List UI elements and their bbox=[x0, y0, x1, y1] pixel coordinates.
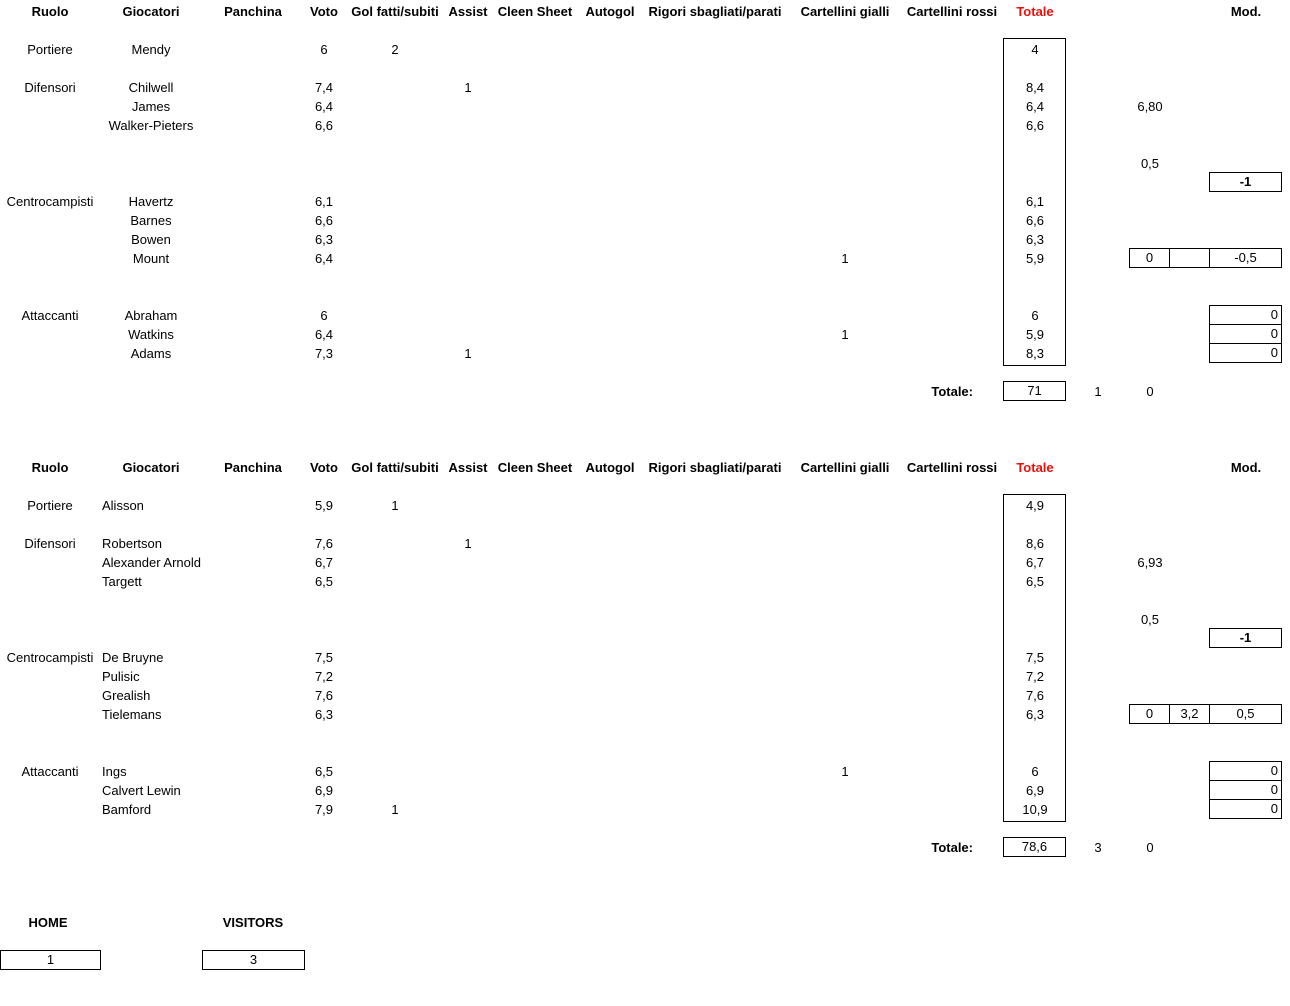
player-totale: 5,9 bbox=[1025, 251, 1045, 266]
player-totale: 6,7 bbox=[1025, 555, 1045, 570]
player-gol bbox=[344, 344, 446, 363]
header-clean: Cleen Sheet bbox=[497, 4, 573, 19]
player-assist bbox=[446, 306, 490, 325]
player-name: Mendy bbox=[131, 42, 171, 57]
header-gialli: Cartellini gialli bbox=[800, 460, 890, 475]
player-gialli bbox=[790, 553, 900, 572]
player-assist bbox=[446, 781, 490, 800]
defense-average: 6,80 bbox=[1137, 99, 1163, 114]
player-voto: 6,6 bbox=[314, 213, 334, 228]
header-giocatori: Giocatori bbox=[122, 460, 180, 475]
player-name: De Bruyne bbox=[102, 650, 164, 665]
role-centrocampisti: Centrocampisti bbox=[6, 194, 94, 209]
player-assist bbox=[446, 762, 490, 781]
player-gol bbox=[344, 306, 446, 325]
header-autogol: Autogol bbox=[585, 4, 635, 19]
home-label: HOME bbox=[28, 915, 68, 930]
header-assist: Assist bbox=[448, 460, 488, 475]
player-gialli bbox=[790, 306, 900, 325]
player-voto: 6,6 bbox=[314, 118, 334, 133]
player-totale: 6,4 bbox=[1025, 99, 1045, 114]
attack-modifier-box[interactable]: 0 bbox=[1209, 780, 1282, 800]
player-assist bbox=[446, 97, 490, 116]
role-portiere: Portiere bbox=[27, 42, 73, 57]
player-gialli bbox=[790, 230, 900, 249]
header-voto: Voto bbox=[310, 460, 338, 475]
team-total[interactable]: 78,6 bbox=[1003, 837, 1066, 857]
player-voto: 6,7 bbox=[314, 555, 334, 570]
player-totale: 10,9 bbox=[1022, 802, 1048, 817]
player-gol bbox=[344, 553, 446, 572]
player-voto: 6,3 bbox=[314, 232, 334, 247]
player-voto: 7,2 bbox=[314, 669, 334, 684]
player-gol bbox=[344, 97, 446, 116]
player-voto: 6,3 bbox=[314, 707, 334, 722]
team-total[interactable]: 71 bbox=[1003, 381, 1066, 401]
player-assist bbox=[446, 667, 490, 686]
player-assist bbox=[446, 648, 490, 667]
player-voto: 6,5 bbox=[314, 764, 334, 779]
player-assist bbox=[446, 116, 490, 135]
role-difensori: Difensori bbox=[24, 80, 76, 95]
player-totale: 8,4 bbox=[1025, 80, 1045, 95]
player-gialli bbox=[790, 40, 900, 59]
player-name: Alisson bbox=[102, 498, 144, 513]
player-assist bbox=[446, 705, 490, 724]
player-assist bbox=[446, 572, 490, 591]
midfield-modifier-box[interactable]: 0 bbox=[1129, 704, 1170, 724]
attack-modifier-box[interactable]: 0 bbox=[1209, 343, 1282, 363]
header-voto: Voto bbox=[310, 4, 338, 19]
header-giocatori: Giocatori bbox=[122, 4, 180, 19]
player-gialli bbox=[790, 97, 900, 116]
player-name: Bamford bbox=[102, 802, 152, 817]
player-totale: 6,3 bbox=[1025, 707, 1045, 722]
player-gol bbox=[344, 249, 446, 268]
midfield-modifier-box[interactable]: 3,2 bbox=[1169, 704, 1210, 724]
player-gol bbox=[344, 78, 446, 97]
player-voto: 6,5 bbox=[314, 574, 334, 589]
header-rigori: Rigori sbagliati/parati bbox=[648, 460, 782, 475]
player-gialli bbox=[790, 534, 900, 553]
player-assist bbox=[446, 211, 490, 230]
player-name: Mount bbox=[132, 251, 170, 266]
player-gialli bbox=[790, 496, 900, 515]
player-gol bbox=[344, 781, 446, 800]
player-voto: 6,9 bbox=[314, 783, 334, 798]
header-mod: Mod. bbox=[1230, 460, 1262, 475]
player-name: Tielemans bbox=[102, 707, 162, 722]
header-rossi: Cartellini rossi bbox=[906, 460, 998, 475]
header-mod: Mod. bbox=[1230, 4, 1262, 19]
player-gialli bbox=[790, 800, 900, 819]
player-voto: 7,5 bbox=[314, 650, 334, 665]
midfield-modifier-box[interactable]: 0,5 bbox=[1209, 704, 1282, 724]
role-attaccanti: Attaccanti bbox=[21, 308, 79, 323]
player-gol bbox=[344, 116, 446, 135]
player-gol bbox=[344, 686, 446, 705]
player-totale: 6,1 bbox=[1025, 194, 1045, 209]
header-clean: Cleen Sheet bbox=[497, 460, 573, 475]
header-ruolo: Ruolo bbox=[31, 460, 69, 475]
player-gol bbox=[344, 230, 446, 249]
header-autogol: Autogol bbox=[585, 460, 635, 475]
player-gol bbox=[344, 192, 446, 211]
player-name: Grealish bbox=[102, 688, 151, 703]
header-panchina: Panchina bbox=[224, 4, 282, 19]
visitors-label: VISITORS bbox=[222, 915, 284, 930]
player-gialli: 1 bbox=[841, 327, 849, 342]
player-gialli: 1 bbox=[841, 764, 849, 779]
defense-modifier: 0,5 bbox=[1140, 156, 1160, 171]
header-rossi: Cartellini rossi bbox=[906, 4, 998, 19]
player-totale: 6,3 bbox=[1025, 232, 1045, 247]
player-totale: 4,9 bbox=[1025, 498, 1045, 513]
player-voto: 7,9 bbox=[314, 802, 334, 817]
defense-modifier: 0,5 bbox=[1140, 612, 1160, 627]
player-gol bbox=[344, 667, 446, 686]
player-assist bbox=[446, 40, 490, 59]
attack-modifier-box[interactable]: 0 bbox=[1209, 799, 1282, 819]
player-totale: 7,2 bbox=[1025, 669, 1045, 684]
player-name: Ings bbox=[102, 764, 127, 779]
player-voto: 6,1 bbox=[314, 194, 334, 209]
player-assist: 1 bbox=[464, 80, 472, 95]
attack-modifier-box[interactable]: 0 bbox=[1209, 324, 1282, 344]
player-name: Bowen bbox=[131, 232, 171, 247]
header-totale: Totale bbox=[1016, 4, 1054, 19]
player-gialli bbox=[790, 648, 900, 667]
header-gialli: Cartellini gialli bbox=[800, 4, 890, 19]
player-gialli bbox=[790, 705, 900, 724]
player-name: Watkins bbox=[128, 327, 174, 342]
player-totale: 7,6 bbox=[1025, 688, 1045, 703]
player-gol bbox=[344, 211, 446, 230]
player-totale: 4 bbox=[1031, 42, 1039, 57]
midfield-modifier-box[interactable]: -0,5 bbox=[1209, 248, 1282, 268]
player-totale: 6,9 bbox=[1025, 783, 1045, 798]
player-assist bbox=[446, 249, 490, 268]
player-gialli bbox=[790, 192, 900, 211]
player-gialli: 1 bbox=[841, 251, 849, 266]
attack-modifier-box[interactable]: 0 bbox=[1209, 761, 1282, 781]
player-gol bbox=[344, 534, 446, 553]
player-assist bbox=[446, 230, 490, 249]
role-centrocampisti: Centrocampisti bbox=[6, 650, 94, 665]
player-name: Pulisic bbox=[102, 669, 140, 684]
header-ruolo: Ruolo bbox=[31, 4, 69, 19]
player-name: Abraham bbox=[124, 308, 178, 323]
player-name: Chilwell bbox=[128, 80, 174, 95]
player-totale: 6,5 bbox=[1025, 574, 1045, 589]
player-gol bbox=[344, 762, 446, 781]
team-extra: 0 bbox=[1146, 384, 1154, 399]
defense-average: 6,93 bbox=[1137, 555, 1163, 570]
player-assist bbox=[446, 553, 490, 572]
header-rigori: Rigori sbagliati/parati bbox=[648, 4, 782, 19]
player-totale: 8,3 bbox=[1025, 346, 1045, 361]
player-gialli bbox=[790, 78, 900, 97]
player-totale: 8,6 bbox=[1025, 536, 1045, 551]
role-portiere: Portiere bbox=[27, 498, 73, 513]
defense-modifier-box[interactable]: -1 bbox=[1209, 628, 1282, 648]
visitors-score[interactable]: 3 bbox=[202, 950, 305, 970]
player-assist: 1 bbox=[464, 536, 472, 551]
player-totale: 5,9 bbox=[1025, 327, 1045, 342]
team-goals: 3 bbox=[1094, 840, 1102, 855]
player-voto: 5,9 bbox=[314, 498, 334, 513]
header-gol: Gol fatti/subiti bbox=[351, 4, 439, 19]
player-assist bbox=[446, 192, 490, 211]
player-name: Robertson bbox=[102, 536, 162, 551]
player-voto: 7,6 bbox=[314, 536, 334, 551]
defense-modifier-box[interactable]: -1 bbox=[1209, 172, 1282, 192]
player-voto: 6,4 bbox=[314, 251, 334, 266]
player-totale: 7,5 bbox=[1025, 650, 1045, 665]
home-score[interactable]: 1 bbox=[0, 950, 101, 970]
header-assist: Assist bbox=[448, 4, 488, 19]
player-gialli bbox=[790, 116, 900, 135]
player-voto: 6,4 bbox=[314, 327, 334, 342]
player-totale: 6 bbox=[1031, 308, 1039, 323]
player-voto: 7,3 bbox=[314, 346, 334, 361]
totale-label: Totale: bbox=[931, 840, 973, 855]
player-name: Walker-Pieters bbox=[108, 118, 194, 133]
player-gol bbox=[344, 325, 446, 344]
player-assist bbox=[446, 325, 490, 344]
team-extra: 0 bbox=[1146, 840, 1154, 855]
player-voto: 6,4 bbox=[314, 99, 334, 114]
header-gol: Gol fatti/subiti bbox=[351, 460, 439, 475]
midfield-modifier-box[interactable]: 0 bbox=[1129, 248, 1170, 268]
player-voto: 7,6 bbox=[314, 688, 334, 703]
player-assist bbox=[446, 686, 490, 705]
player-assist bbox=[446, 496, 490, 515]
player-name: Adams bbox=[130, 346, 172, 361]
player-gol bbox=[344, 572, 446, 591]
attack-modifier-box[interactable]: 0 bbox=[1209, 305, 1282, 325]
player-gol: 1 bbox=[391, 802, 399, 817]
role-difensori: Difensori bbox=[24, 536, 76, 551]
player-assist bbox=[446, 800, 490, 819]
midfield-modifier-box[interactable] bbox=[1169, 248, 1210, 268]
player-gialli bbox=[790, 781, 900, 800]
player-name: James bbox=[131, 99, 171, 114]
player-gialli bbox=[790, 572, 900, 591]
player-gol bbox=[344, 705, 446, 724]
player-name: Alexander Arnold bbox=[102, 555, 202, 570]
player-gol: 1 bbox=[391, 498, 399, 513]
player-totale: 6 bbox=[1031, 764, 1039, 779]
player-gialli bbox=[790, 211, 900, 230]
player-name: Targett bbox=[102, 574, 142, 589]
player-name: Calvert Lewin bbox=[102, 783, 181, 798]
player-gialli bbox=[790, 686, 900, 705]
header-totale: Totale bbox=[1016, 460, 1054, 475]
player-assist: 1 bbox=[464, 346, 472, 361]
player-voto: 6 bbox=[320, 42, 328, 57]
player-totale: 6,6 bbox=[1025, 118, 1045, 133]
player-gialli bbox=[790, 667, 900, 686]
player-name: Barnes bbox=[130, 213, 172, 228]
player-voto: 6 bbox=[320, 308, 328, 323]
player-name: Havertz bbox=[128, 194, 174, 209]
role-attaccanti: Attaccanti bbox=[21, 764, 79, 779]
player-gialli bbox=[790, 344, 900, 363]
player-gol bbox=[344, 648, 446, 667]
header-panchina: Panchina bbox=[224, 460, 282, 475]
player-voto: 7,4 bbox=[314, 80, 334, 95]
player-totale: 6,6 bbox=[1025, 213, 1045, 228]
team-goals: 1 bbox=[1094, 384, 1102, 399]
totale-label: Totale: bbox=[931, 384, 973, 399]
player-gol: 2 bbox=[391, 42, 399, 57]
